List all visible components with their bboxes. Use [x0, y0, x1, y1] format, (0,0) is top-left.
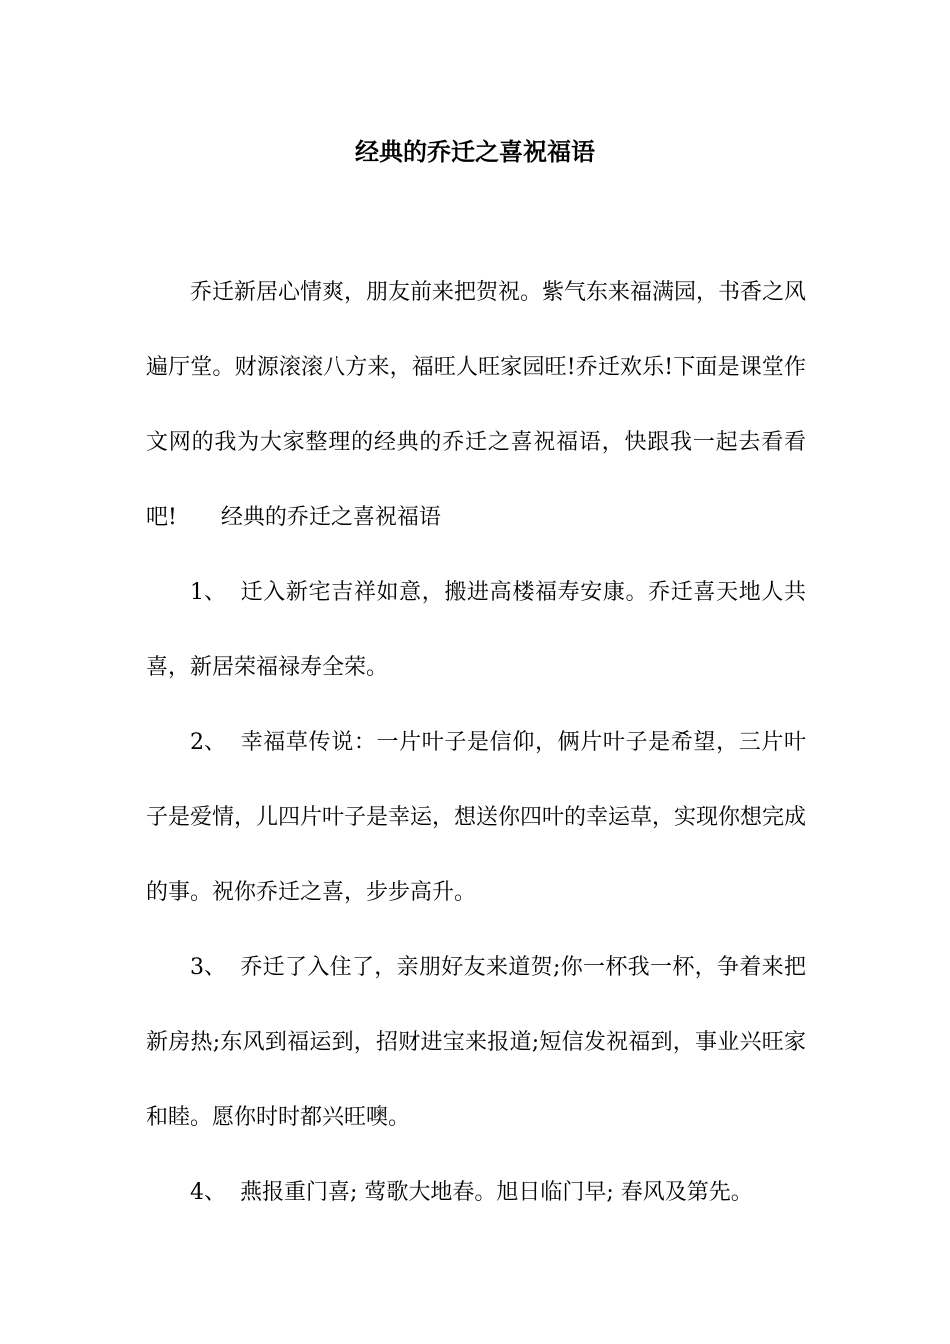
- list-item: [146, 555, 806, 705]
- item-text: 乔迁了入住了，亲朋好友来道贺;你一杯我一杯，争着来把新房热;东风到福运到，招财进宝来报道;短信发祝福到，事业兴旺家和睦。愿你时时都兴旺噢。: [146, 955, 806, 1130]
- list-item: [146, 705, 806, 930]
- list-item: [146, 1155, 806, 1230]
- item-number: 3、: [190, 955, 226, 980]
- item-text: 迁入新宅吉祥如意，搬进高楼福寿安康。乔迁喜天地人共喜，新居荣福禄寿全荣。: [146, 580, 806, 680]
- item-number: 1、: [190, 580, 226, 605]
- intro-paragraph: 乔迁新居心情爽，朋友前来把贺祝。紫气东来福满园，书香之风遍厅堂。财源滚滚八方来，福旺人旺家园旺!乔迁欢乐!下面是课堂作文网的我为大家整理的经典的乔迁之喜祝福语，快跟我一起去看看吧! 经典的乔迁之喜祝福语: [146, 280, 807, 530]
- item-text: 燕报重门喜; 莺歌大地春。旭日临门早; 春风及第先。: [240, 1180, 753, 1205]
- item-number: 2、: [190, 730, 226, 755]
- document-title: 经典的乔迁之喜祝福语: [355, 138, 595, 166]
- document-body: [146, 255, 806, 1230]
- item-number: 4、: [190, 1180, 226, 1205]
- list-item: [146, 930, 806, 1155]
- item-text: 幸福草传说：一片叶子是信仰，俩片叶子是希望，三片叶子是爱情，儿四片叶子是幸运，想送你四叶的幸运草，实现你想完成的事。祝你乔迁之喜，步步高升。: [146, 730, 807, 905]
